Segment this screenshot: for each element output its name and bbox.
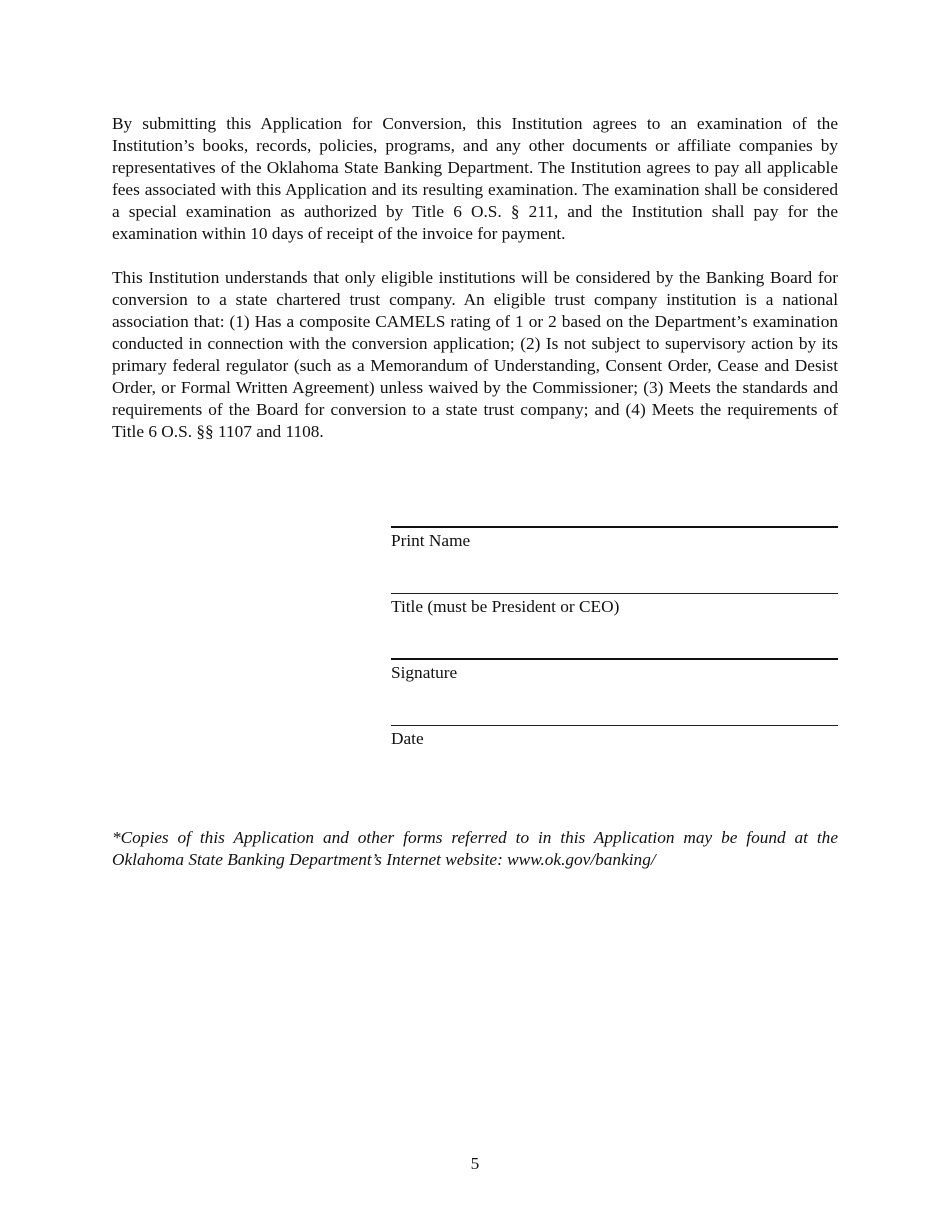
print-name-label: Print Name (391, 531, 471, 550)
date-line[interactable] (391, 725, 838, 726)
page-number: 5 (470, 1154, 480, 1173)
date-label: Date (391, 729, 424, 748)
title-line[interactable] (391, 593, 838, 594)
print-name-line[interactable] (391, 526, 838, 528)
title-label: Title (must be President or CEO) (391, 597, 620, 616)
signature-line[interactable] (391, 658, 838, 660)
footnote: *Copies of this Application and other forms referred to in this Application may be found at the Oklahoma State Banking Department’s Internet website: www.ok.gov/banking/ (112, 828, 838, 869)
signature-label: Signature (391, 663, 458, 682)
eligibility-paragraph: This Institution understands that only eligible institutions will be considered by the Banking Board for conversion to a state chartered trust company. An eligible trust company institution is a national association that: (1) Has a composite CAMELS rating of 1 or 2 based on the Department’s examination conducted in connection with the conversion application; (2) Is not subject to supervisory action by its primary federal regulator (such as a Memorandum of Understanding, Consent Order, Cease and Desist Order, or Formal Written Agreement) unless waived by the Commissioner; (3) Meets the standards and requirements of the Board for conversion to a state trust company; and (4) Meets the requirements of Title 6 O.S. §§ 1107 and 1108. (112, 268, 838, 441)
examination-agreement-paragraph: By submitting this Application for Conversion, this Institution agrees to an examination of the Institution’s books, records, policies, programs, and any other documents or affiliate companies by representatives of the Oklahoma State Banking Department. The Institution agrees to pay all applicable fees associated with this Application and its resulting examination. The examination shall be considered a special examination as authorized by Title 6 O.S. § 211, and the Institution shall pay for the examination within 10 days of receipt of the invoice for payment. (112, 114, 838, 243)
